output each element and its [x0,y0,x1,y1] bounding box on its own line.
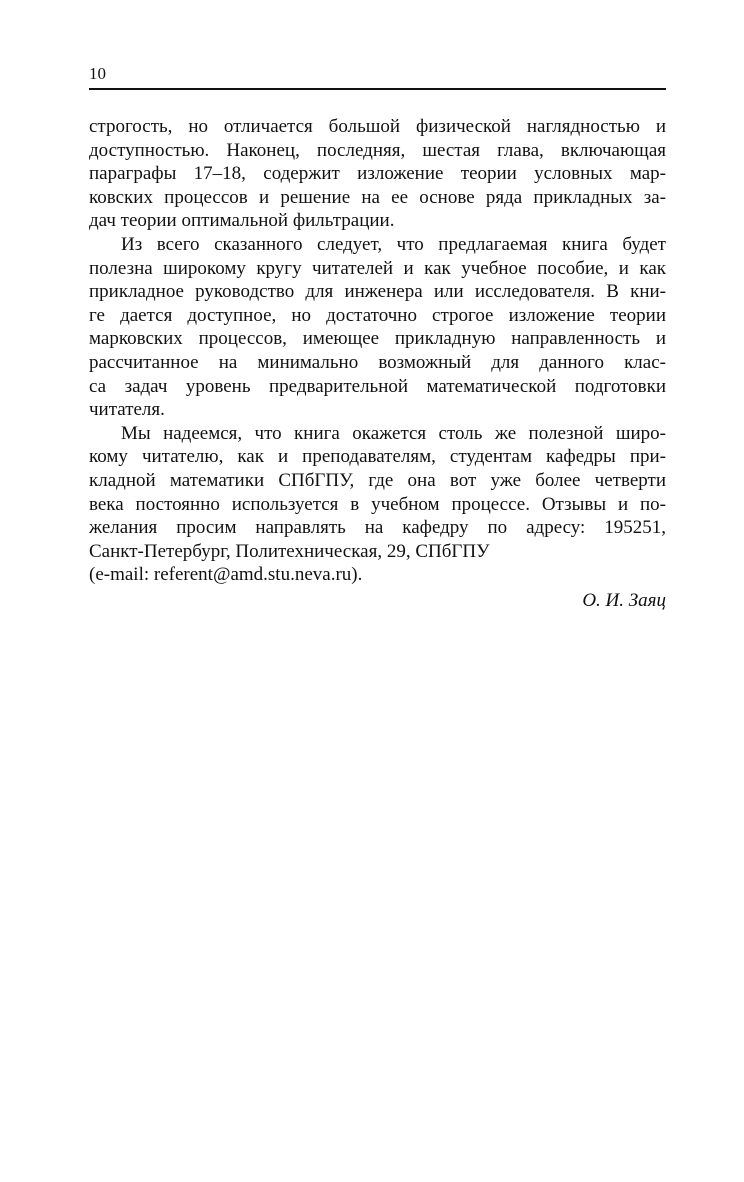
text-line: (e-mail: referent@amd.stu.neva.ru). [89,564,363,586]
text-line: желания просим направлять на кафедру по адресу: 195251, [89,517,666,539]
text-line: полезна широкому кругу читателей и как учебное пособие, и как [89,257,666,279]
author-signature: О. И. Заяц [582,589,666,611]
paragraph-3 [89,422,666,587]
text-line: марковских процессов, имеющее прикладную направленность и [89,328,666,350]
body-text [89,115,666,612]
page-number: 10 [89,64,106,83]
paragraph-1 [89,115,666,233]
text-line: Мы надеемся, что книга окажется столь же полезной широ- [121,422,666,444]
text-line: Санкт-Петербург, Политехническая, 29, СПбГПУ [89,540,490,562]
text-line: ге дается доступное, но достаточно строгое изложение теории [89,304,666,326]
text-line: века постоянно используется в учебном процессе. Отзывы и по- [89,493,666,515]
text-line: строгость, но отличается большой физической наглядностью и [89,116,666,137]
text-line: доступностью. Наконец, последняя, шестая глава, включающая [89,139,666,161]
text-line: параграфы 17–18, содержит изложение теории условных мар- [89,163,666,185]
text-line: кладной математики СПбГПУ, где она вот уже более четверти [89,469,666,491]
paragraph-2 [89,233,666,422]
text-line: прикладное руководство для инженера или исследователя. В кни- [89,281,666,303]
text-line: Из всего сказанного следует, что предлагаемая книга будет [121,233,666,255]
text-line: кому читателю, как и преподавателям, студентам кафедры при- [89,446,666,468]
text-line: ковских процессов и решение на ее основе ряда прикладных за- [89,186,666,208]
text-line: дач теории оптимальной фильтрации. [89,210,395,232]
header-rule [89,88,666,90]
text-line: са задач уровень предварительной математической подготовки [89,375,666,397]
text-line: читателя. [89,399,165,421]
text-line: рассчитанное на минимально возможный для данного клас- [89,351,666,373]
